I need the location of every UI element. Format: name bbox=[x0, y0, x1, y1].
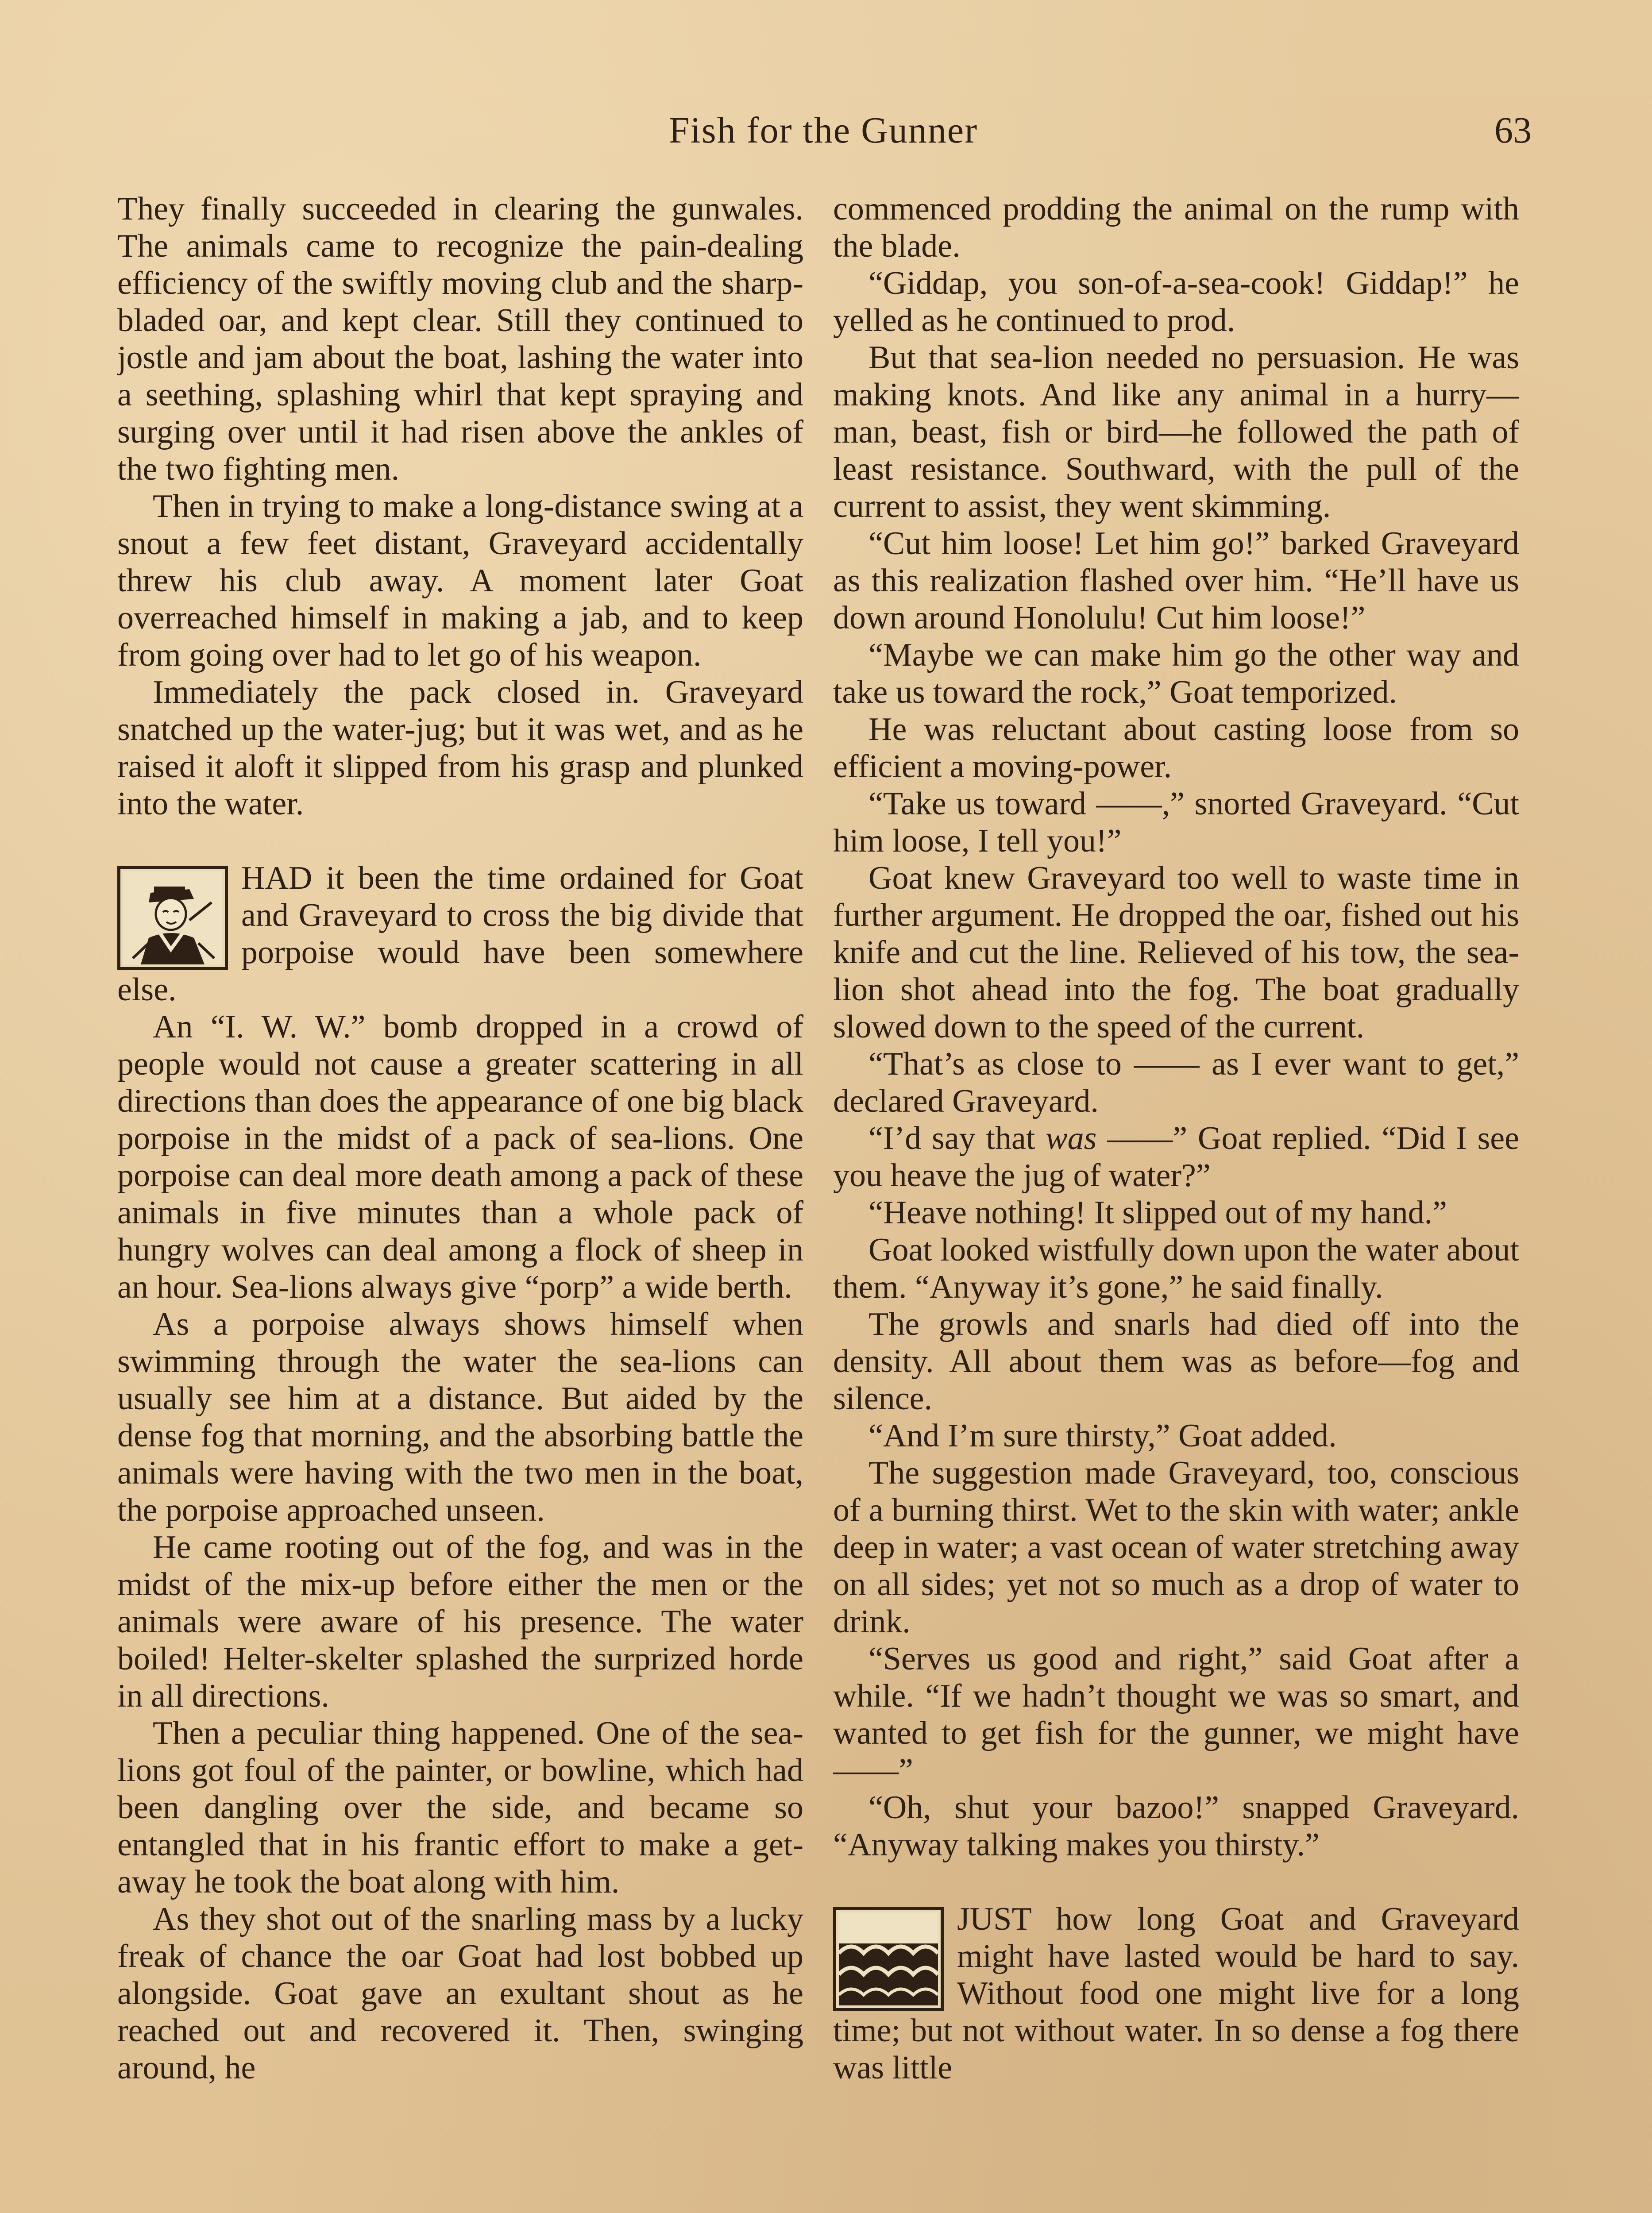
paragraph: “Giddap, you son-of-a-sea-cook! Giddap!” he yelled as he continued to prod. bbox=[833, 265, 1519, 339]
paragraph: But that sea-lion needed no persuasion. He was making knots. And like any animal in a hurry—man, beast, fish or bird—he followed the path of least resistance. Southward, with the pull of the current to assist, they went skimming. bbox=[833, 339, 1519, 524]
section-sailor bbox=[117, 860, 803, 1008]
paragraph: Goat looked wistfully down upon the water about them. “Anyway it’s gone,” he said finally. bbox=[833, 1232, 1519, 1305]
paragraph: Goat knew Graveyard too well to waste time in further argument. He dropped the oar, fished out his knife and cut the line. Relieved of his tow, the sea-lion shot ahead into the fog. The boat gradually slowed down to the speed of the current. bbox=[833, 860, 1519, 1045]
paragraph: “Heave nothing! It slipped out of my hand.” bbox=[868, 1195, 1447, 1231]
paragraph: Then a peculiar thing happened. One of the sea-lions got foul of the painter, or bowline, which had been dangling over the side, and became so entangled that in his frantic effort to make a get-away he took the boat along with him. bbox=[117, 1715, 803, 1900]
paragraph: The growls and snarls had died off into the density. All about them was as before—fog and silence. bbox=[833, 1306, 1519, 1417]
text-run: “I’d say that bbox=[868, 1120, 1046, 1157]
paragraph: HAD it been the time ordained for Goat and Graveyard to cross the big divide that porpoise would have been somewhere else. bbox=[117, 860, 803, 1008]
ocean-waves-icon bbox=[833, 1907, 944, 2011]
paragraph: As a porpoise always shows himself when swimming through the water the sea-lions can usually see him at a distance. But aided by the dense fog that morning, and the absorbing battle the animals were having with the two men in the boat, the porpoise approached unseen. bbox=[117, 1306, 803, 1528]
paragraph: “That’s as close to —— as I ever want to get,” declared Graveyard. bbox=[833, 1046, 1519, 1119]
page-number: 63 bbox=[1494, 110, 1532, 151]
page-header bbox=[115, 100, 1532, 162]
paragraph: The suggestion made Graveyard, too, conscious of a burning thirst. Wet to the skin with water; ankle deep in water; a vast ocean of water stretching away on all sides; yet not so much as a drop of water to drink. bbox=[833, 1455, 1519, 1640]
paragraph: “Oh, shut your bazoo!” snapped Graveyard. “Anyway talking makes you thirsty.” bbox=[833, 1789, 1519, 1863]
left-column bbox=[117, 190, 803, 2213]
paragraph: He came rooting out of the fog, and was in the midst of the mix-up before either the men or the animals were aware of his presence. The water boiled! Helter-skelter splashed the surprized horde in all directions. bbox=[117, 1529, 803, 1714]
paragraph: commenced prodding the animal on the rump with the blade. bbox=[833, 191, 1519, 264]
paragraph: “Maybe we can make him go the other way and take us toward the rock,” Goat temporized. bbox=[833, 637, 1519, 710]
ocean-waves-icon-art bbox=[839, 1912, 938, 2005]
right-column bbox=[833, 190, 1519, 2213]
paragraph: “Serves us good and right,” said Goat after a while. “If we hadn’t thought we was so smart, and wanted to get fish for the gunner, we might have ——” bbox=[833, 1641, 1519, 1789]
running-title: Fish for the Gunner bbox=[668, 110, 978, 151]
paragraph: Then in trying to make a long-distance swing at a snout a few feet distant, Graveyard accidentally threw his club away. A moment later Goat overreached himself in making a jab, and to keep from going over had to let go of his weapon. bbox=[117, 488, 803, 673]
paragraph: An “I. W. W.” bomb dropped in a crowd of people would not cause a greater scattering in all directions than does the appearance of one big black porpoise in the midst of a pack of sea-lions. One porpoise can deal more death among a pack of these animals in five minutes than a whole pack of hungry wolves can deal among a flock of sheep in an hour. Sea-lions always give “porp” a wide berth. bbox=[117, 1009, 803, 1305]
section-waves bbox=[833, 1901, 1519, 2086]
italic-run: was bbox=[1046, 1120, 1097, 1157]
paragraph: “And I’m sure thirsty,” Goat added. bbox=[868, 1418, 1337, 1454]
paragraph: He was reluctant about casting loose from so efficient a moving-power. bbox=[833, 711, 1519, 785]
sailor-portrait-icon-art bbox=[123, 871, 222, 964]
paragraph: Immediately the pack closed in. Graveyard snatched up the water-jug; but it was wet, and as he raised it aloft it slipped from his grasp and plunked into the water. bbox=[117, 674, 803, 822]
paragraph: “Cut him loose! Let him go!” barked Graveyard as this realization flashed over him. “He’ll have us down around Honolulu! Cut him loose!” bbox=[833, 525, 1519, 636]
sailor-portrait-icon bbox=[117, 866, 228, 970]
paragraph: As they shot out of the snarling mass by a lucky freak of chance the oar Goat had lost bobbed up alongside. Goat gave an exultant shout as he reached out and recovered it. Then, swinging around, he bbox=[117, 1901, 803, 2086]
paragraph: “Take us toward ——,” snorted Graveyard. “Cut him loose, I tell you!” bbox=[833, 786, 1519, 859]
paragraph: They finally succeeded in clearing the gunwales. The animals came to recognize the pain-dealing efficiency of the swiftly moving club and the sharp-bladed oar, and kept clear. Still they continued to jostle and jam about the boat, lashing the water into a seething, splashing whirl that kept spraying and surging over until it had risen above the ankles of the two fighting men. bbox=[117, 191, 803, 487]
paragraph: JUST how long Goat and Graveyard might have lasted would be hard to say. Without food one might live for a long time; but not without water. In so dense a fog there was little bbox=[833, 1901, 1519, 2086]
paragraph bbox=[833, 1120, 1519, 1194]
text-run: ——” Goat replied. “Did I see you heave the jug of water?” bbox=[833, 1120, 1519, 1194]
